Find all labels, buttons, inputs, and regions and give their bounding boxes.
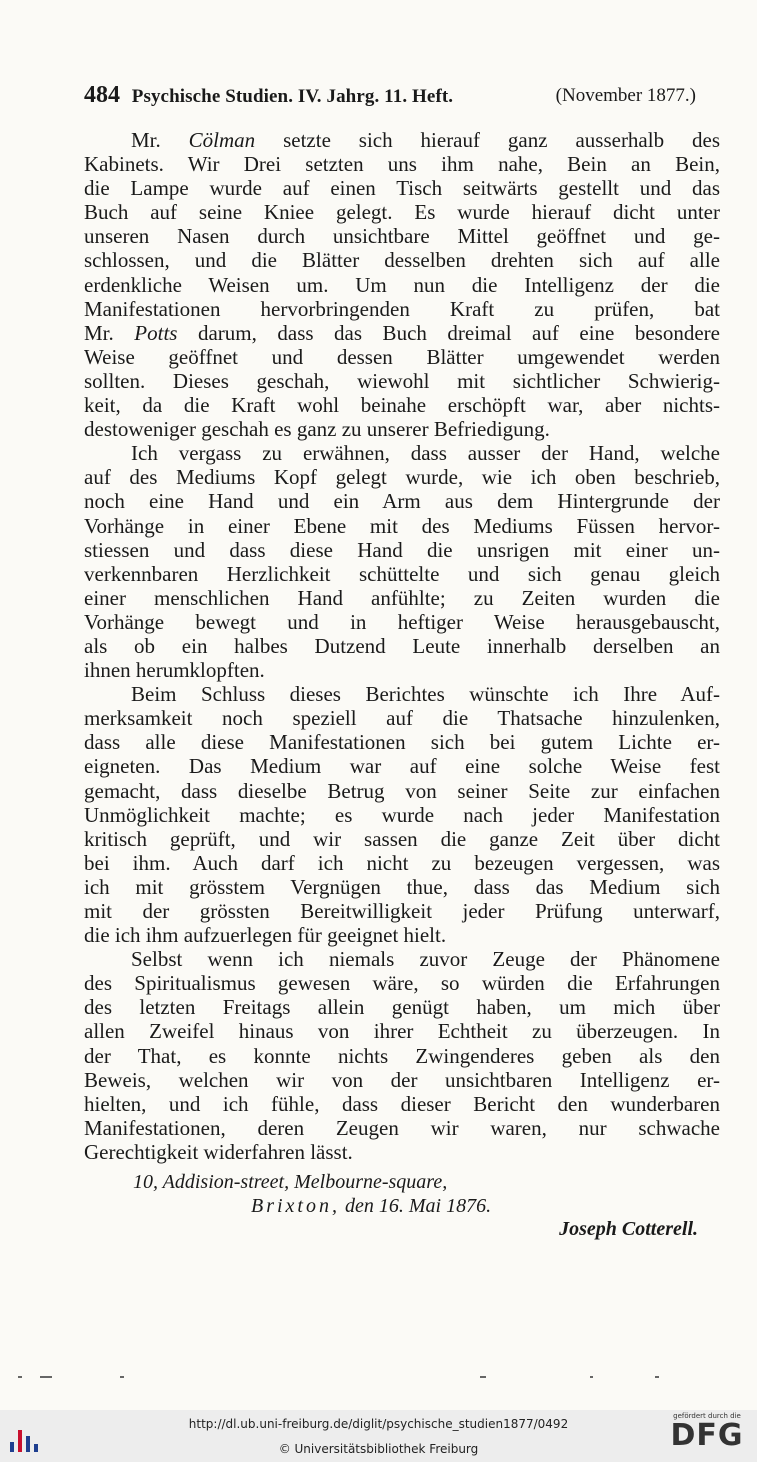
signature-address: 10, Addision-street, Melbourne-square, — [133, 1171, 448, 1193]
text-line: eigneten. Das Medium war auf eine solche Weise fest — [84, 754, 720, 779]
text-line: merksamkeit noch speziell auf die Thatsache hinzulenken, — [84, 706, 720, 731]
text-line: Ich vergass zu erwähnen, dass ausser der Hand, welche — [131, 441, 720, 466]
text-line: allen Zweifel hinaus von ihrer Echtheit zu überzeugen. In — [84, 1019, 720, 1044]
issue-date: (November 1877.) — [555, 85, 696, 106]
permalink-url[interactable]: http://dl.ub.uni-freiburg.de/diglit/psychische_studien1877/0492 — [188, 1417, 569, 1431]
text-line: erdenkliche Weisen um. Um nun die Intelligenz der die — [84, 272, 720, 297]
text-line: mit der grössten Bereitwilligkeit jeder Prüfung unterwarf, — [84, 899, 720, 923]
text-line: Gerechtigkeit widerfahren lässt. — [84, 1139, 353, 1164]
person-name: Potts — [134, 320, 178, 345]
person-name: Cölman — [188, 128, 256, 152]
text-line: Beweis, welchen wir von der unsichtbaren Intelligenz er- — [84, 1067, 720, 1092]
text-line: keit, da die Kraft wohl beinahe erschöpft war, aber nichts- — [84, 393, 720, 418]
text-line: die ich ihm aufzuerlegen für geeignet hielt. — [84, 923, 447, 948]
text-line: verkennbaren Herzlichkeit schüttelte und sich genau gleich — [84, 561, 720, 586]
scan-artifacts — [0, 1376, 757, 1384]
text-line: auf des Mediums Kopf gelegt wurde, wie ich oben beschrieb, — [84, 465, 720, 490]
signature-date: den 16. Mai 1876. — [345, 1195, 492, 1217]
running-title: Psychische Studien. IV. Jahrg. 11. Heft. — [131, 86, 454, 107]
text-line: Beim Schluss dieses Berichtes wünschte ich Ihre Auf- — [131, 682, 720, 707]
text-line: schlossen, und die Blätter desselben drehten sich auf alle — [84, 248, 720, 273]
signature-place-date — [84, 1195, 757, 1218]
text-line: ich mit grösstem Vergnügen thue, dass das Medium sich — [84, 874, 720, 899]
text-line: Vorhänge bewegt und in heftiger Weise herausgebauscht, — [84, 609, 720, 634]
library-footer — [0, 1410, 757, 1462]
article-body — [84, 128, 720, 1164]
text-line: bei ihm. Auch darf ich nicht zu bezeugen vergessen, was — [84, 850, 720, 875]
signature-author: Joseph Cotterell. — [559, 1218, 698, 1240]
text-line: des letzten Freitags allein genügt haben, um mich über — [84, 995, 720, 1020]
text-line: des Spiritualismus gewesen wäre, so würden die Erfahrungen — [84, 971, 720, 996]
text-line: einer menschlichen Hand anfühlte; zu Zeiten wurden die — [84, 585, 720, 610]
text-line: ihnen herumklopften. — [84, 658, 265, 683]
text-line: Selbst wenn ich niemals zuvor Zeuge der Phänomene — [131, 947, 720, 972]
signature-place: Brixton, — [251, 1195, 340, 1217]
text-line: noch eine Hand und ein Arm aus dem Hintergrunde der — [84, 489, 720, 514]
text-line: der That, es konnte nichts Zwingenderes geben als den — [84, 1043, 720, 1068]
text-line: Manifestationen, deren Zeugen wir waren, nur schwache — [84, 1115, 720, 1140]
text-line: als ob ein halbes Dutzend Leute innerhalb derselben an — [84, 633, 720, 658]
text-line: unseren Nasen durch unsichtbare Mittel geöffnet und ge- — [84, 224, 720, 249]
text-line: Unmöglichkeit machte; es wurde nach jeder Manifestation — [84, 802, 720, 827]
text-line: stiessen und dass diese Hand die unsrigen mit einer un- — [84, 537, 720, 562]
page-number: 484 — [84, 82, 120, 108]
text-line: destoweniger geschah es ganz zu unserer Befriedigung. — [84, 417, 550, 442]
text-line: kritisch geprüft, und wir sassen die ganze Zeit über dicht — [84, 826, 720, 851]
text-line: Mr. Potts darum, dass das Buch dreimal auf eine besondere — [84, 320, 720, 345]
dfg-wordmark: DFG — [670, 1418, 744, 1453]
text-line: hielten, und ich fühle, dass dieser Bericht den wunderbaren — [84, 1091, 720, 1116]
copyright-notice: © Universitätsbibliothek Freiburg — [278, 1442, 479, 1456]
text-line: Manifestationen hervorbringenden Kraft zu prüfen, bat — [84, 296, 720, 321]
text-line: die Lampe wurde auf einen Tisch seitwärts gestellt und das — [84, 176, 720, 201]
text-line: Kabinets. Wir Drei setzten uns ihm nahe, Bein an Bein, — [84, 152, 720, 177]
running-header — [84, 82, 696, 112]
text-line: Weise geöffnet und dessen Blätter umgewendet werden — [84, 344, 720, 369]
text-line: Buch auf seine Kniee gelegt. Es wurde hierauf dicht unter — [84, 200, 720, 225]
text-line: Mr. Cölman setzte sich hierauf ganz ausserhalb des — [131, 128, 720, 152]
text-line: Vorhänge in einer Ebene mit des Mediums Füssen hervor- — [84, 513, 720, 538]
text-line: sollten. Dieses geschah, wiewohl mit sichtlicher Schwierig- — [84, 368, 720, 393]
dfg-tagline: gefördert durch die — [673, 1412, 741, 1420]
dfg-logo-icon — [665, 1412, 749, 1460]
text-line: gemacht, dass dieselbe Betrug von seiner Seite zur einfachen — [84, 778, 720, 803]
text-line: dass alle diese Manifestationen sich bei gutem Lichte er- — [84, 730, 720, 755]
